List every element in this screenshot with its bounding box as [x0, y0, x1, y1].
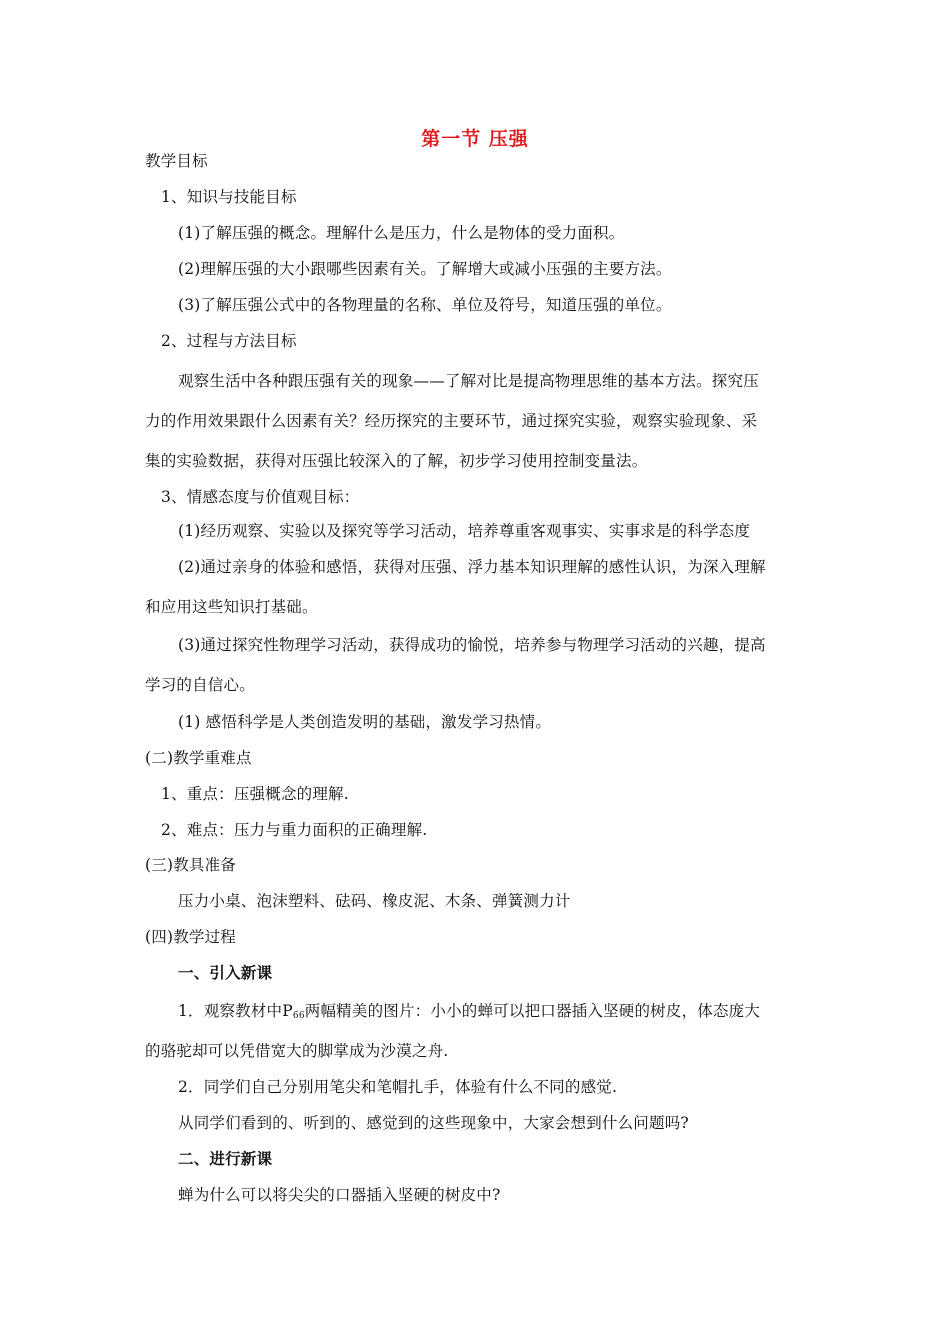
intro-item-1 [178, 1000, 760, 1027]
objective3-line: 学习的自信心。 [145, 676, 255, 694]
objective3-heading: 3、情感态度与价值观目标： [161, 488, 360, 506]
key-points-heading: (二)教学重难点 [145, 749, 252, 767]
objective1-item: (2)理解压强的大小跟哪些因素有关。了解增大或减小压强的主要方法。 [178, 260, 672, 278]
intro-item-1-text: 1．观察教材中P [178, 1002, 293, 1020]
objective3-line: (2)通过亲身的体验和感悟，获得对压强、浮力基本知识理解的感性认识，为深入理解 [178, 558, 766, 576]
objective2-heading: 2、过程与方法目标 [161, 332, 297, 350]
intro-item-1-continuation: 的骆驼却可以凭借宽大的脚掌成为沙漠之舟. [145, 1042, 449, 1060]
key-point-item: 1、重点：压强概念的理解. [161, 785, 349, 803]
key-point-item: 2、难点：压力与重力面积的正确理解. [161, 821, 428, 839]
intro-item-2: 2．同学们自己分别用笔尖和笔帽扎手，体验有什么不同的感觉. [178, 1078, 618, 1096]
objective2-paragraph-line: 力的作用效果跟什么因素有关？经历探究的主要环节，通过探究实验，观察实验现象、采 [145, 412, 758, 430]
objective3-line: 和应用这些知识打基础。 [145, 598, 318, 616]
objective1-heading: 1、知识与技能目标 [161, 188, 297, 206]
objective3-line: (3)通过探究性物理学习活动，获得成功的愉悦，培养参与物理学习活动的兴趣，提高 [178, 636, 766, 654]
intro-heading: 一、引入新课 [178, 964, 273, 982]
new-lesson-question: 蝉为什么可以将尖尖的口器插入坚硬的树皮中? [178, 1186, 501, 1204]
intro-question: 从同学们看到的、听到的、感觉到的这些现象中，大家会想到什么问题吗? [178, 1114, 689, 1132]
objective3-line: (1)经历观察、实验以及探究等学习活动，培养尊重客观事实、实事求是的科学态度 [178, 522, 751, 540]
tools-heading: (三)教具准备 [145, 856, 236, 874]
objective2-paragraph-line: 观察生活中各种跟压强有关的现象——了解对比是提高物理思维的基本方法。探究压 [178, 372, 759, 390]
objective1-item: (3)了解压强公式中的各物理量的名称、单位及符号，知道压强的单位。 [178, 296, 672, 314]
objective3-line: (1) 感悟科学是人类创造发明的基础，激发学习热情。 [178, 713, 552, 731]
objectives-heading: 教学目标 [145, 152, 208, 170]
objective1-item: (1)了解压强的概念。理解什么是压力，什么是物体的受力面积。 [178, 224, 625, 242]
page-number-subscript: 66 [292, 1011, 305, 1021]
process-heading: (四)教学过程 [145, 928, 236, 946]
intro-item-1-text-cont: 两幅精美的图片：小小的蝉可以把口器插入坚硬的树皮，体态庞大 [304, 1002, 761, 1020]
tools-list: 压力小桌、泡沫塑料、砝码、橡皮泥、木条、弹簧测力计 [178, 892, 571, 910]
new-lesson-heading: 二、进行新课 [178, 1150, 273, 1168]
objective2-paragraph-line: 集的实验数据，获得对压强比较深入的了解，初步学习使用控制变量法。 [145, 452, 648, 470]
page-title: 第一节 压强 [421, 128, 529, 150]
